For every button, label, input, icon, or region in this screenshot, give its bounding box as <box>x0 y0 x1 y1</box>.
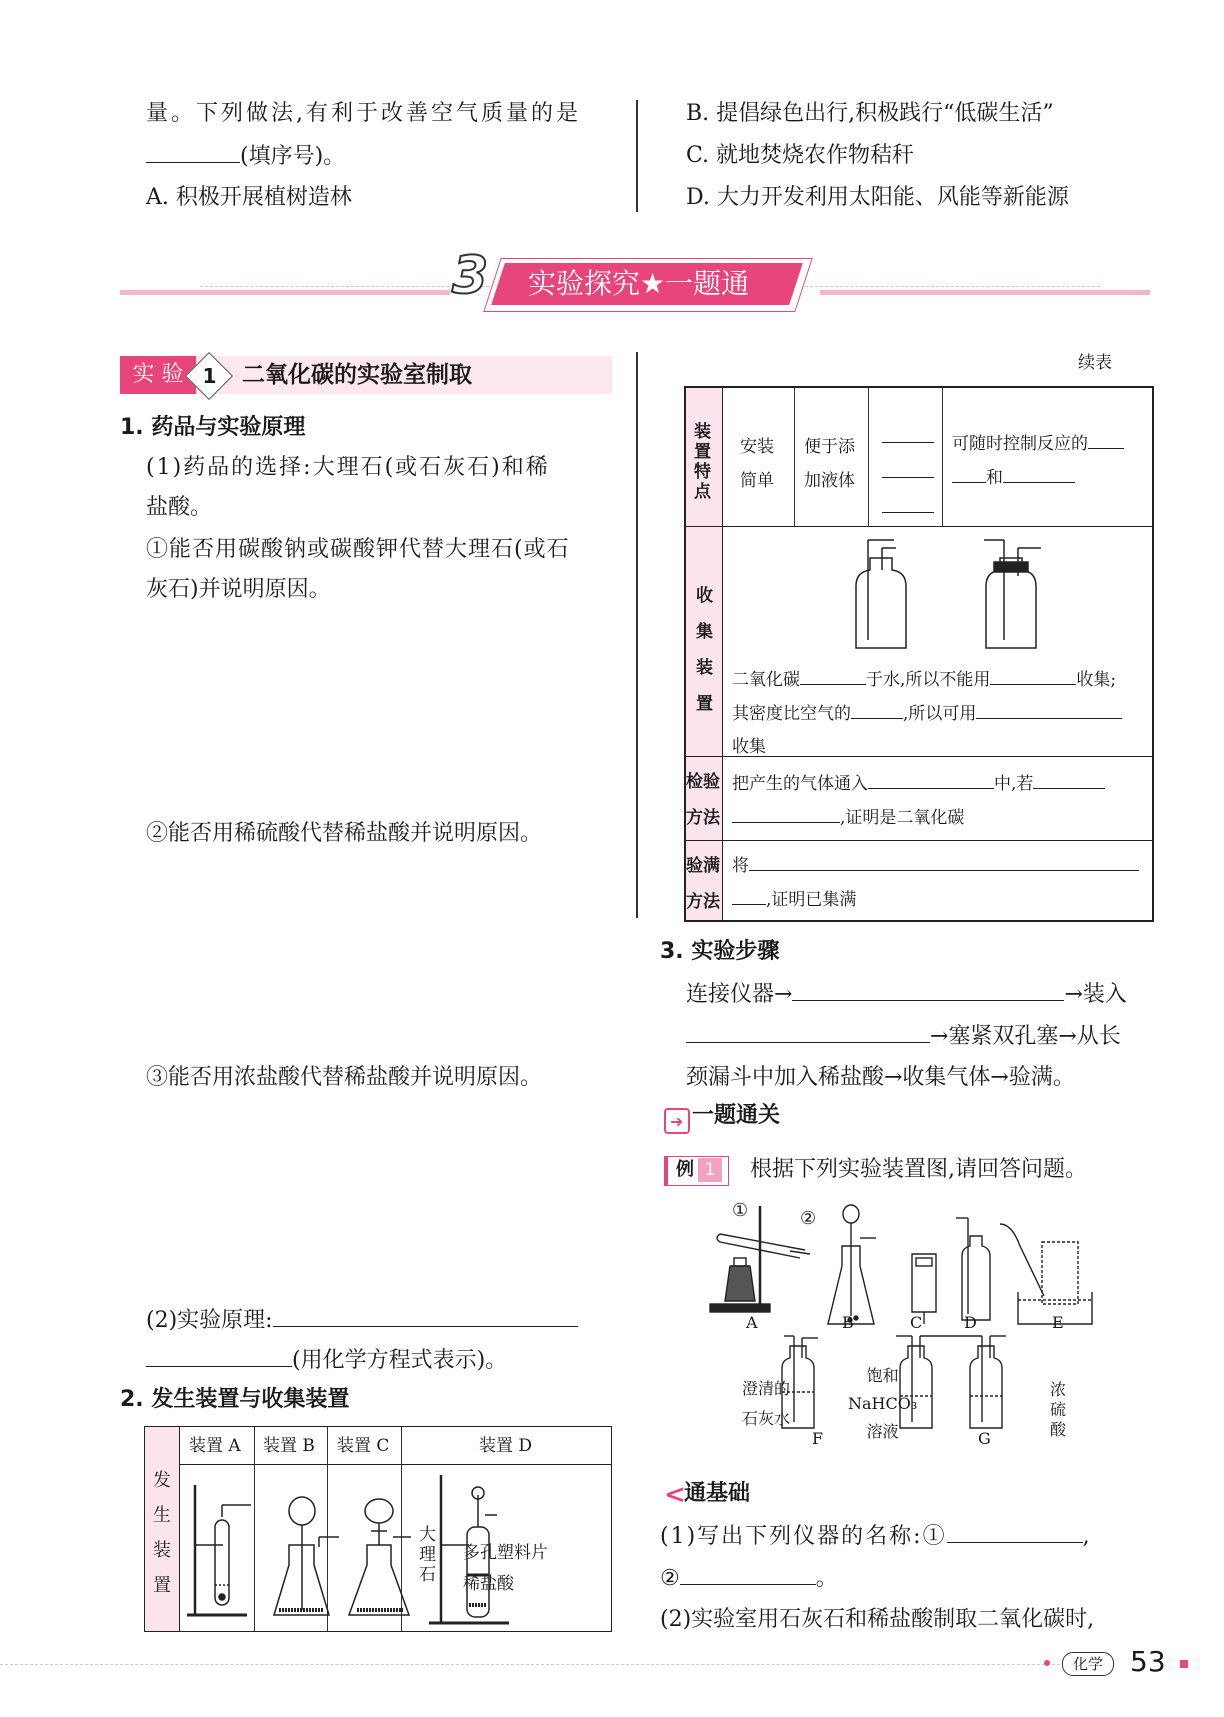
paragraph: 盐酸。 <box>146 495 213 520</box>
heading-3: 3. 实验步骤 <box>660 939 780 964</box>
apparatus-label-a: A <box>746 1313 758 1332</box>
full-line: ,证明已集满 <box>732 888 856 911</box>
answer-blank[interactable] <box>686 1022 930 1043</box>
option-c: C. 就地焚烧农作物秸秆 <box>686 143 915 168</box>
question-1: 灰石)并说明原因。 <box>146 577 331 602</box>
footer-square <box>1180 1660 1188 1668</box>
experiment-tag: 实 验 <box>120 356 196 394</box>
feature-control: 和 <box>952 466 1075 489</box>
generator-table <box>144 1426 612 1632</box>
apparatus-label-e: E <box>1052 1313 1064 1332</box>
answer-blank[interactable] <box>792 980 1064 1001</box>
answer-blank[interactable] <box>976 702 1122 719</box>
option-a: A. 积极开展植树造林 <box>146 185 352 210</box>
answer-blank[interactable] <box>1088 432 1124 449</box>
section-number: 3 <box>452 246 489 306</box>
q1-line: ② 。 <box>660 1566 838 1591</box>
row-label: 发 生 装 置 <box>153 1470 171 1596</box>
mark-1: ① <box>732 1200 749 1221</box>
collect-line: 二氧化碳 于水,所以不能用 收集; <box>732 670 1117 690</box>
column-divider <box>636 100 638 212</box>
answer-blank[interactable] <box>732 888 766 905</box>
f-label: 澄清的 石灰水 <box>742 1379 791 1428</box>
answer-blank[interactable] <box>882 478 934 513</box>
footer-subject: 化学 <box>1062 1652 1114 1676</box>
d-label-acid: 稀盐酸 <box>463 1574 514 1594</box>
apparatus-label-f: F <box>812 1429 824 1448</box>
gas-bottles-drawing <box>836 536 1056 654</box>
basics-icon: < <box>664 1480 686 1510</box>
footer-dot <box>1044 1660 1050 1666</box>
question-text-line: (填序号)。 <box>146 142 345 171</box>
test-line: ,证明是二氧化碳 <box>732 806 964 829</box>
paragraph: (1)药品的选择:大理石(或石灰石)和稀 <box>146 455 550 480</box>
col-header: 装置 A <box>189 1436 241 1456</box>
question-3: ③能否用浓盐酸代替稀盐酸并说明原因。 <box>146 1065 543 1090</box>
section-title: 实验探究★一题通 <box>528 267 750 300</box>
example-num: 1 <box>698 1158 722 1182</box>
experiment-num: 1 <box>202 364 217 388</box>
question-2: ②能否用稀硫酸代替稀盐酸并说明原因。 <box>146 821 543 846</box>
steps-line: →塞紧双孔塞→从长 <box>686 1022 1121 1051</box>
d-label-stone: 大 理 石 <box>419 1525 436 1585</box>
q1-line: (1)写出下列仪器的名称:① , <box>660 1524 1092 1549</box>
heading-1: 1. 药品与实验原理 <box>120 415 306 440</box>
column-divider <box>636 352 638 918</box>
basics-title: 通基础 <box>684 1481 751 1506</box>
principle-line: (用化学方程式表示)。 <box>146 1346 507 1375</box>
mid-label: 饱和 NaHCO₃ 溶液 <box>848 1366 918 1441</box>
answer-blank[interactable] <box>732 806 840 823</box>
row-label: 装 置 特 点 <box>694 422 711 502</box>
feature-control: 可随时控制反应的 <box>952 432 1124 455</box>
heading-2: 2. 发生装置与收集装置 <box>120 1387 350 1412</box>
row-label: 收 集 装 置 <box>696 586 713 714</box>
steps-line: 连接仪器→ →装入 <box>686 982 1127 1007</box>
question-text-line: 量。下列做法,有利于改善空气质量的是 <box>146 101 581 126</box>
answer-blank[interactable] <box>749 854 1139 871</box>
apparatus-label-g: G <box>978 1429 991 1448</box>
answer-blank[interactable] <box>146 1346 292 1367</box>
arrow-icon: ➜ <box>670 1112 684 1131</box>
col-header: 装置 C <box>337 1436 390 1456</box>
principle-line: (2)实验原理: <box>146 1306 578 1335</box>
question-1: ①能否用碳酸钠或碳酸钾代替大理石(或石 <box>146 537 570 562</box>
apparatus-label-c: C <box>910 1313 923 1332</box>
feature-blank-col <box>882 428 934 513</box>
apparatus-label-b: B <box>842 1313 854 1332</box>
option-b: B. 提倡绿色出行,积极践行“低碳生活” <box>686 101 1054 126</box>
practice-title: 一题通关 <box>692 1103 781 1128</box>
option-d: D. 大力开发利用太阳能、风能等新能源 <box>686 185 1069 210</box>
row-label: 验满 方法 <box>686 856 720 912</box>
answer-blank[interactable] <box>868 772 994 789</box>
example-tag-text: 例 <box>676 1159 694 1180</box>
row-label: 检验 方法 <box>686 772 720 828</box>
col-header: 装置 B <box>263 1436 315 1456</box>
test-line: 把产生的气体通入 中,若 <box>732 772 1105 795</box>
answer-blank[interactable] <box>1033 772 1105 789</box>
answer-blank[interactable] <box>146 142 240 163</box>
footer-rule <box>0 1664 1060 1665</box>
apparatus-label-d: D <box>964 1313 977 1332</box>
example-text: 根据下列实验装置图,请回答问题。 <box>750 1157 1087 1182</box>
feature-simple: 安装 简单 <box>740 437 774 491</box>
answer-blank[interactable] <box>882 428 934 443</box>
answer-blank[interactable] <box>800 668 866 685</box>
full-line: 将 <box>732 854 1139 877</box>
q2-line: (2)实验室用石灰石和稀盐酸制取二氧化碳时, <box>660 1607 1095 1632</box>
answer-blank[interactable] <box>273 1306 578 1327</box>
feature-add-liquid: 便于添 加液体 <box>804 437 855 491</box>
answer-blank[interactable] <box>990 668 1076 685</box>
steps-line: 颈漏斗中加入稀盐酸→收集气体→验满。 <box>686 1065 1075 1090</box>
d-label-plastic: 多孔塑料片 <box>463 1543 548 1563</box>
experiment-title: 二氧化碳的实验室制取 <box>242 362 472 388</box>
col-header: 装置 D <box>479 1436 533 1456</box>
answer-blank[interactable] <box>680 1564 816 1585</box>
g-label: 浓 硫 酸 <box>1050 1380 1067 1439</box>
answer-blank[interactable] <box>1003 466 1075 483</box>
continued-label: 续表 <box>1078 353 1112 373</box>
answer-blank[interactable] <box>851 702 903 719</box>
mark-2: ② <box>800 1208 817 1229</box>
properties-table <box>684 386 1154 922</box>
collect-line: 其密度比空气的 ,所以可用 <box>732 702 1122 725</box>
answer-blank[interactable] <box>952 466 986 483</box>
answer-blank[interactable] <box>947 1522 1083 1543</box>
page-number: 53 <box>1130 1645 1166 1678</box>
collect-line: 收集 <box>732 737 766 757</box>
answer-blank[interactable] <box>882 443 934 478</box>
